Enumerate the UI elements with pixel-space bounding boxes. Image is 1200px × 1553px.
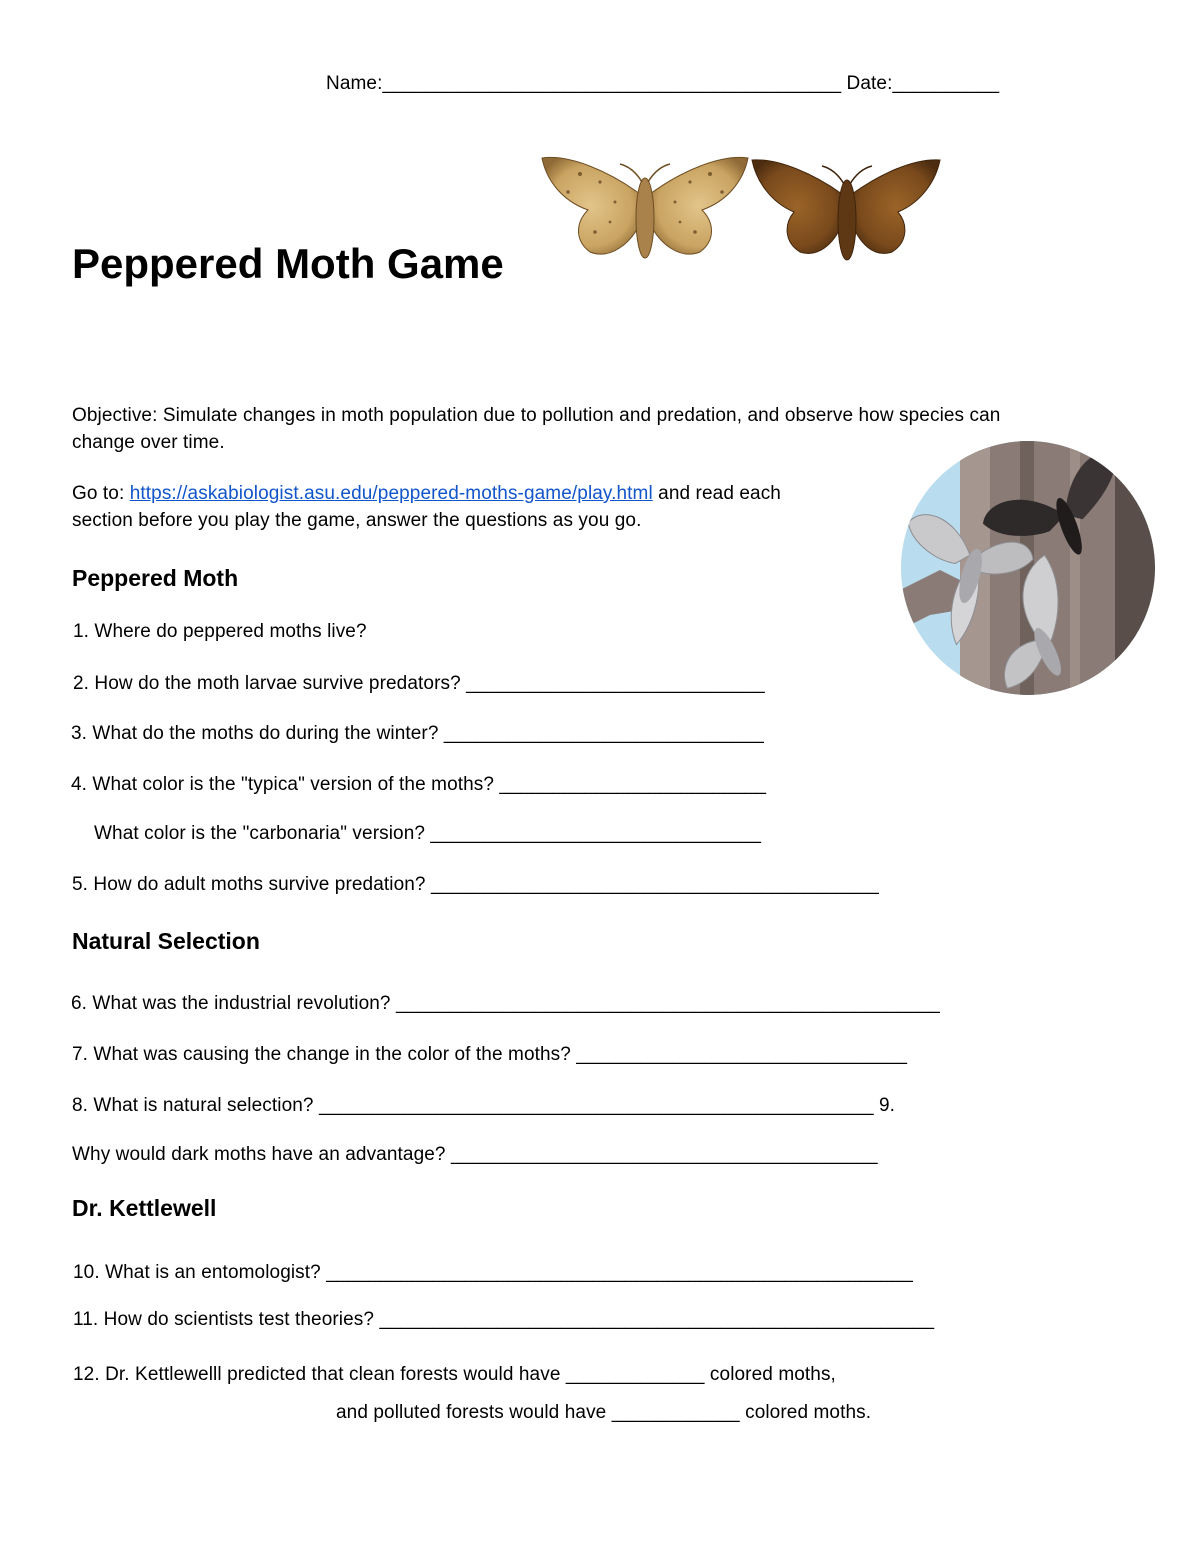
goto-prefix: Go to: (72, 483, 130, 504)
objective-line-1: Objective: Simulate changes in moth population due to pollution and predation, and observe how species can (72, 405, 1001, 426)
dark-moth-image (748, 152, 944, 274)
question-7: 7. What was causing the change in the color of the moths? _______________________________ (72, 1044, 907, 1065)
question-12-line-1: 12. Dr. Kettlewelll predicted that clean forests would have _____________ colored moths, (73, 1364, 836, 1385)
question-12-line-2: and polluted forests would have ____________ colored moths. (336, 1402, 872, 1423)
question-4: 4. What color is the "typica" version of the moths? _________________________ (71, 774, 767, 795)
page-title: Peppered Moth Game (72, 240, 504, 287)
section-heading-peppered-moth: Peppered Moth (72, 565, 239, 591)
name-field[interactable]: ___________________________________________ (382, 73, 842, 94)
goto-suffix: and read each (652, 483, 781, 504)
game-link[interactable]: https://askabiologist.asu.edu/peppered-moths-game/play.html (129, 483, 653, 504)
section-heading-natural-selection: Natural Selection (72, 928, 260, 954)
dark-moth-icon (748, 152, 944, 274)
light-moth-icon (540, 152, 750, 274)
light-moth-image (540, 152, 750, 274)
question-2: 2. How do the moth larvae survive predators? ____________________________ (73, 673, 765, 694)
question-1: 1. Where do peppered moths live? (73, 621, 367, 642)
question-6: 6. What was the industrial revolution? ___________________________________________________ (71, 993, 940, 1014)
date-field[interactable]: __________ (892, 73, 1000, 94)
question-3: 3. What do the moths do during the winter? ______________________________ (71, 723, 764, 744)
name-date-line (326, 73, 999, 95)
date-label: Date: (846, 73, 893, 94)
tree-scene-image (900, 440, 1156, 696)
moths-on-tree-icon (900, 440, 1156, 696)
question-10: 10. What is an entomologist? _______________________________________________________ (73, 1262, 913, 1283)
question-11: 11. How do scientists test theories? ____________________________________________________ (73, 1309, 935, 1330)
section-heading-kettlewell: Dr. Kettlewell (72, 1195, 217, 1221)
question-5: 5. How do adult moths survive predation? __________________________________________ (72, 874, 879, 895)
question-9: Why would dark moths have an advantage? ________________________________________ (72, 1144, 878, 1165)
question-8: 8. What is natural selection? ____________________________________________________ 9. (72, 1095, 896, 1116)
goto-line-2: section before you play the game, answer the questions as you go. (72, 510, 642, 531)
name-label: Name: (326, 73, 383, 94)
objective-line-2: change over time. (72, 432, 225, 453)
goto-line-1 (72, 483, 781, 505)
question-4b: What color is the "carbonaria" version? _______________________________ (94, 823, 762, 844)
